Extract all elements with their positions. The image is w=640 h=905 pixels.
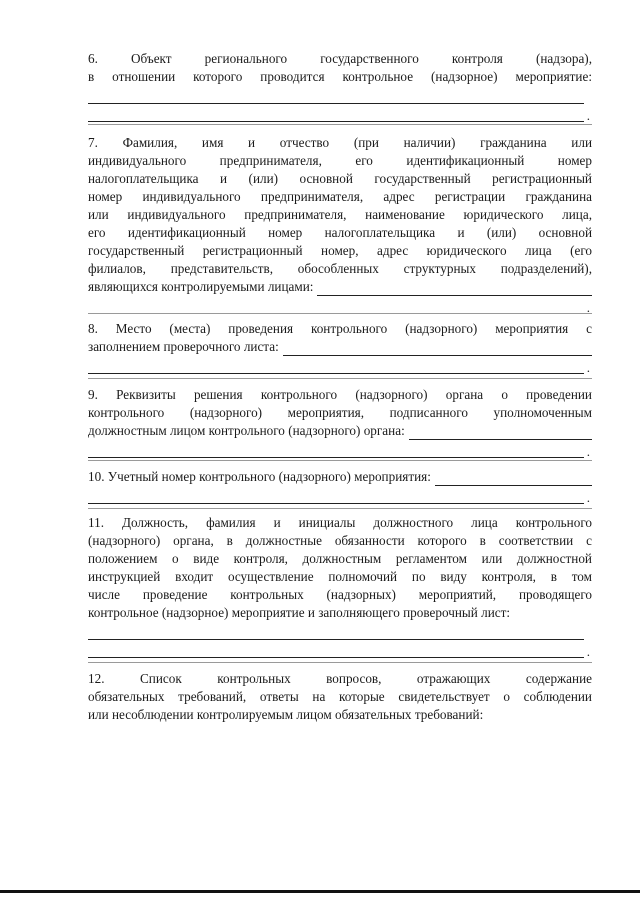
end-dot: .	[586, 300, 590, 315]
section-8-line-1: 8. Место (места) проведения контрольного (надзорного) мероприятия с	[88, 321, 592, 336]
section-12-line-1: 12. Список контрольных вопросов, отражающих содержание	[88, 671, 592, 686]
section-11-line-3: положением о виде контроля, должностным регламентом или должностной	[88, 551, 592, 566]
section-9-line-1: 9. Реквизиты решения контрольного (надзорного) органа о проведении	[88, 387, 592, 402]
section-7-lead: являющихся контролируемыми лицами:	[88, 279, 314, 294]
end-dot: .	[586, 490, 590, 505]
page-bottom-edge	[0, 890, 640, 893]
section-8-lead-row	[88, 338, 592, 356]
section-7-blank-1[interactable]	[88, 296, 592, 314]
section-divider	[88, 508, 592, 509]
section-11-line-1: 11. Должность, фамилия и инициалы должностного лица контрольного	[88, 515, 592, 530]
section-12-line-3: или несоблюдении контролируемым лицом обязательных требований:	[88, 707, 484, 722]
section-10-blank-1[interactable]	[88, 486, 592, 504]
section-9-blank-1[interactable]	[88, 440, 592, 458]
section-9-fill[interactable]	[409, 426, 592, 440]
end-dot: .	[586, 108, 590, 123]
end-dot: .	[586, 644, 590, 659]
section-7-fill[interactable]	[317, 282, 592, 296]
section-11-line-4: инструкцией входит осуществление полномочий по виду контроля, в том	[88, 569, 592, 584]
section-7-line-7: государственный регистрационный номер, адрес юридического лица (его	[88, 243, 592, 258]
section-divider	[88, 460, 592, 461]
section-6-line-1: 6. Объект регионального государственного контроля (надзора),	[88, 51, 592, 66]
section-10-lead: 10. Учетный номер контрольного (надзорного) мероприятия:	[88, 469, 431, 484]
section-12-line-2: обязательных требований, ответы на которые свидетельствует о соблюдении	[88, 689, 592, 704]
section-9	[88, 386, 592, 458]
section-7-line-1: 7. Фамилия, имя и отчество (при наличии) гражданина или	[88, 135, 592, 150]
section-7	[88, 134, 592, 314]
section-6-blank-1[interactable]	[88, 86, 592, 104]
section-12	[88, 670, 592, 724]
section-11-line-2: (надзорного) органа, в должностные обязанности которого в соответствии с	[88, 533, 592, 548]
section-6-line-2: в отношении которого проводится контрольное (надзорное) мероприятие:	[88, 69, 592, 84]
section-divider	[88, 124, 592, 125]
section-7-line-8: филиалов, представительств, обособленных структурных подразделений),	[88, 261, 592, 276]
section-8-blank-1[interactable]	[88, 356, 592, 374]
section-9-line-2: контрольного (надзорного) мероприятия, подписанного уполномоченным	[88, 405, 592, 420]
section-divider	[88, 378, 592, 379]
section-divider	[88, 662, 592, 663]
section-7-line-3: налогоплательщика и (или) основной государственный регистрационный	[88, 171, 592, 186]
end-dot: .	[586, 360, 590, 375]
section-11-blank-1[interactable]	[88, 622, 592, 640]
section-10	[88, 468, 592, 504]
end-dot: .	[586, 444, 590, 459]
section-6-blank-2[interactable]	[88, 104, 592, 122]
section-8-fill[interactable]	[283, 342, 592, 356]
section-7-lead-row	[88, 278, 592, 296]
section-7-line-6: его идентификационный номер налогоплательщика и (или) основной	[88, 225, 592, 240]
section-7-line-4: номер индивидуального предпринимателя, адрес регистрации гражданина	[88, 189, 592, 204]
section-11-line-5: числе проведение контрольных (надзорных) мероприятий, проводящего	[88, 587, 592, 602]
section-9-lead-row	[88, 422, 592, 440]
section-11-line-6: контрольное (надзорное) мероприятие и заполняющего проверочный лист:	[88, 605, 511, 620]
section-8-lead: заполнением проверочного листа:	[88, 339, 279, 354]
section-11-blank-2[interactable]	[88, 640, 592, 658]
section-7-line-2: индивидуального предпринимателя, его идентификационный номер	[88, 153, 592, 168]
section-10-fill[interactable]	[435, 472, 592, 486]
section-7-line-5: или индивидуального предпринимателя, наименование юридического лица,	[88, 207, 592, 222]
section-8	[88, 320, 592, 374]
section-divider	[88, 313, 592, 314]
section-10-lead-row	[88, 468, 592, 486]
section-11	[88, 514, 592, 658]
section-9-lead: должностным лицом контрольного (надзорного) органа:	[88, 423, 405, 438]
section-6	[88, 50, 592, 122]
